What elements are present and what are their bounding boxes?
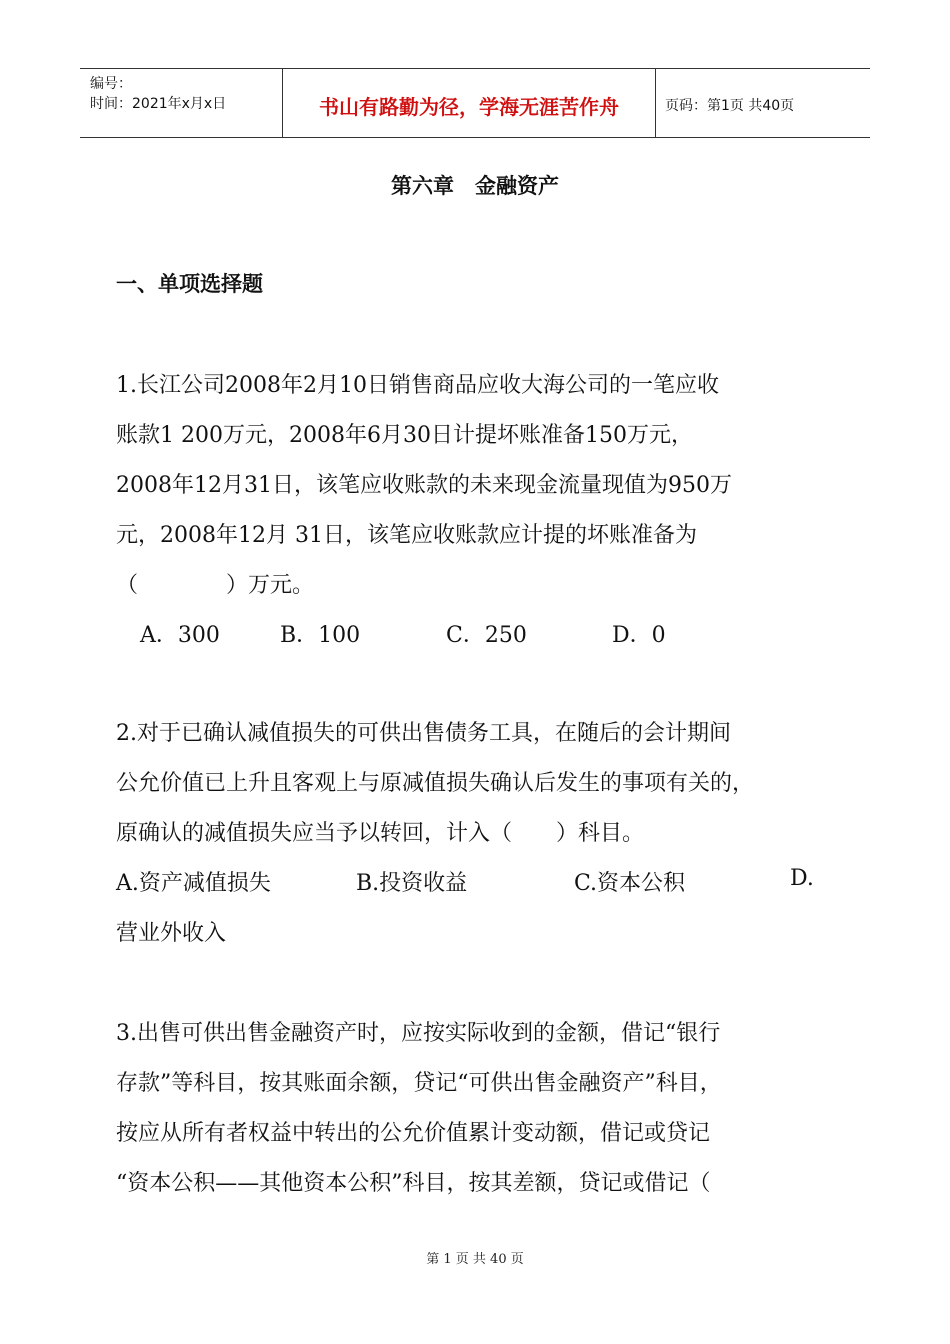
page-header [80, 68, 870, 138]
question-2-line-2: 公允价值已上升且客观上与原减值损失确认后发生的事项有关的， [116, 771, 755, 796]
question-2-line-3: 原确认的减值损失应当予以转回，计入（ ）科目。 [116, 821, 645, 846]
header-middle-cell [282, 69, 656, 137]
page-label: 页码：第1页 共40页 [665, 98, 795, 114]
chapter-title: 第六章 金融资产 [391, 174, 559, 198]
question-1-option-c: C．250 [446, 623, 527, 648]
header-left-cell [80, 69, 282, 137]
question-2-option-a: A.资产减值损失 [116, 871, 271, 896]
question-2-line-1: 2.对于已确认减值损失的可供出售债务工具，在随后的会计期间 [116, 721, 731, 746]
number-label: 编号： [90, 76, 132, 92]
question-3-line-2: 存款”等科目，按其账面余额，贷记“可供出售金融资产”科目， [116, 1071, 722, 1096]
question-1-line-4: 元，2008年12月 31日，该笔应收账款应计提的坏账准备为 [116, 523, 697, 548]
question-1-option-d: D．0 [612, 623, 666, 648]
question-3-line-4: “资本公积——其他资本公积”科目，按其差额，贷记或借记（ [116, 1171, 711, 1196]
question-3-line-3: 按应从所有者权益中转出的公允价值累计变动额，借记或贷记 [116, 1121, 711, 1146]
time-label: 时间：2021年x月x日 [90, 96, 227, 112]
section-title: 一、单项选择题 [116, 272, 263, 296]
question-2-option-b: B.投资收益 [356, 871, 468, 896]
question-1-line-3: 2008年12月31日，该笔应收账款的未来现金流量现值为950万 [116, 473, 732, 498]
header-right-cell [655, 69, 870, 137]
question-2-option-c: C.资本公积 [574, 871, 686, 896]
motto-text: 书山有路勤为径，学海无涯苦作舟 [319, 95, 619, 119]
page-footer: 第 1 页 共 40 页 [426, 1252, 524, 1267]
question-2-option-d: D. [790, 866, 814, 891]
question-1-option-a: A．300 [140, 623, 220, 648]
question-1-line-2: 账款1 200万元，2008年6月30日计提坏账准备150万元， [116, 423, 693, 448]
question-1-option-b: B．100 [280, 623, 361, 648]
question-1-line-1: 1.长江公司2008年2月10日销售商品应收大海公司的一笔应收 [116, 373, 719, 398]
question-3-line-1: 3.出售可供出售金融资产时，应按实际收到的金额，借记“银行 [116, 1021, 721, 1046]
question-2-option-d-text: 营业外收入 [116, 921, 227, 946]
question-1-line-5: （ ）万元。 [116, 573, 315, 598]
